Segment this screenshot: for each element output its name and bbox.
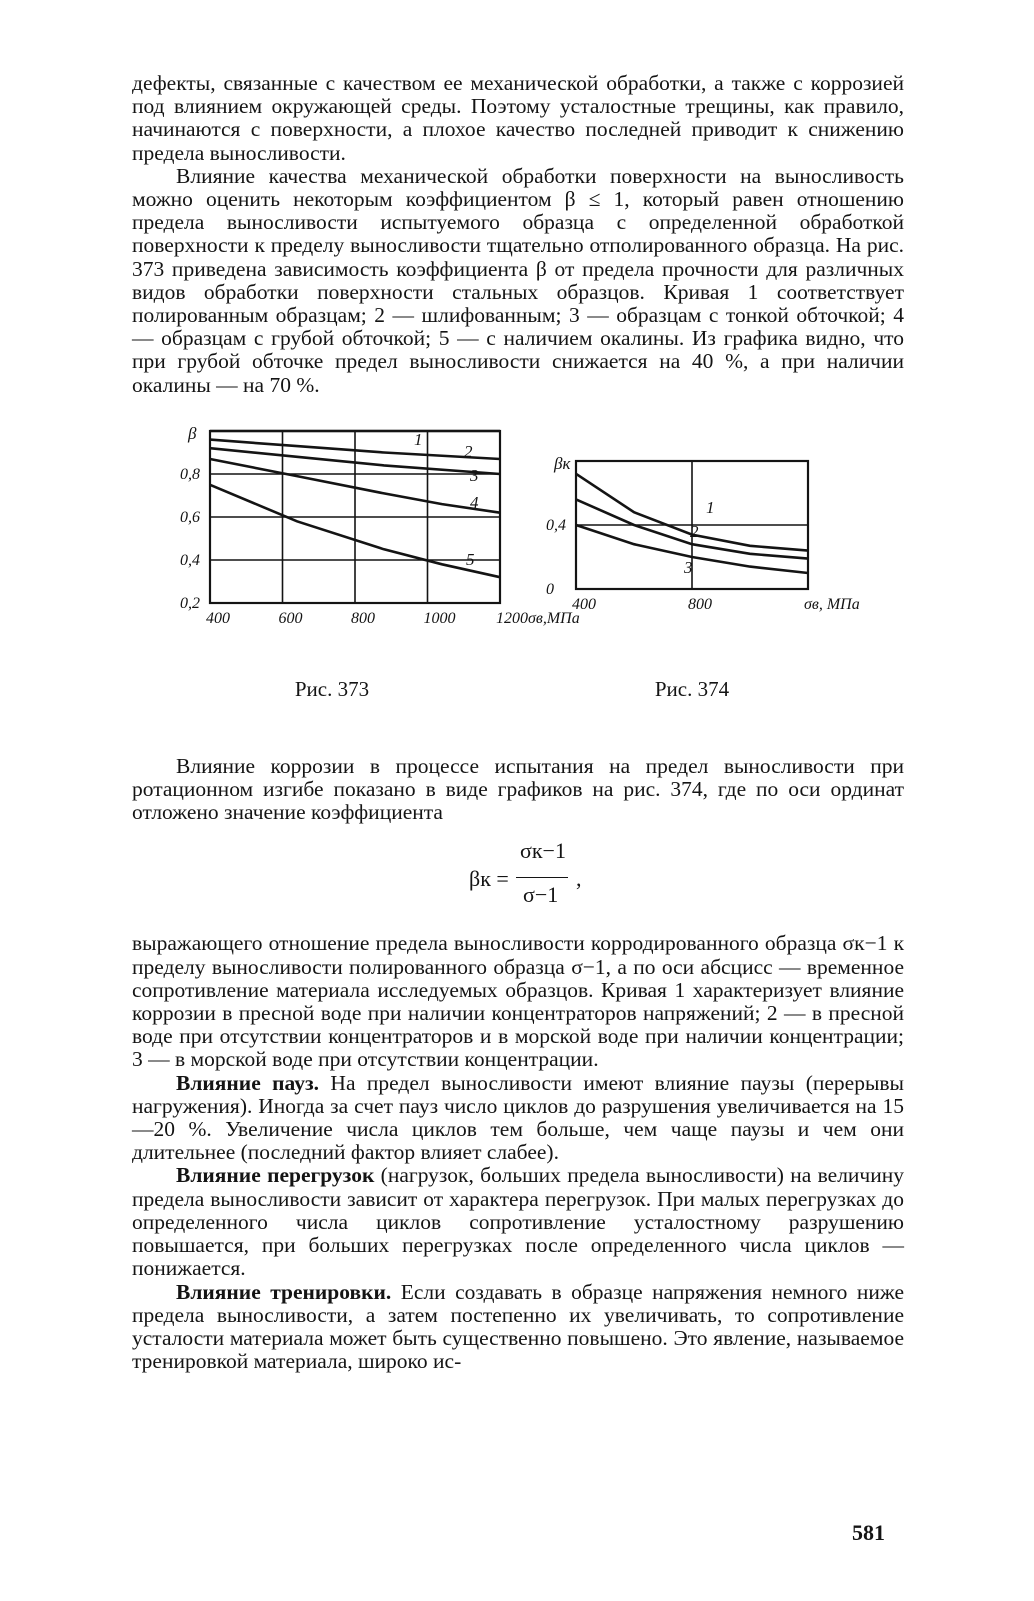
- x-tick-label: σв, МПа: [804, 595, 860, 613]
- x-tick-label: 1200σв,МПа: [496, 609, 580, 627]
- x-tick-label: 1000: [423, 609, 456, 627]
- x-tick-label: 800: [688, 595, 712, 613]
- page-body: [132, 72, 904, 1373]
- paragraph-3: Влияние коррозии в процессе испытания на предел выносливости при ротационном изгибе показано в виде графиков на рис. 374, где по оси ординат отложено значение коэффициента: [132, 753, 904, 825]
- series-label-2: 2: [690, 521, 699, 541]
- paragraph-6: Влияние перегрузок (нагрузок, больших предела выносливости) на величину предела выносливости зависит от характера перегрузок. При малых перегрузках до определенного числа циклов сопротивление усталостному разрушению повышается, при больших перегрузках после определенного числа циклов — понижается.: [132, 1163, 904, 1281]
- chart-374: [546, 453, 860, 643]
- symbol-sigma-k: σк−1: [842, 931, 888, 956]
- heading-training: Влияние тренировки.: [176, 1279, 392, 1304]
- formula-denominator: σ−1: [523, 882, 559, 908]
- y-tick-label: 0: [546, 580, 554, 598]
- paragraph-1: дефекты, связанные с качеством ее механической обработки, а также с коррозией под влиянием окружающей среды. Поэтому усталостные трещины, как правило, начинаются с поверхности, а плохое качество последней приводит к снижению предела выносливости.: [132, 71, 904, 165]
- y-tick-label: 0,4: [180, 551, 200, 569]
- series-label-1: 1: [414, 429, 423, 449]
- paragraph-5: Влияние пауз. На предел выносливости имеют влияние паузы (перерывы нагружения). Иногда за счет пауз число циклов до разрушения увеличивается на 15—20 %. Увеличение числа циклов тем больше, чем чаще паузы и чем они длительнее (последний фактор влияет слабее).: [132, 1070, 904, 1165]
- series-label-4: 4: [470, 492, 479, 512]
- y-axis-label: β: [188, 423, 197, 443]
- series-label-1: 1: [706, 497, 715, 517]
- fraction-bar: [516, 877, 568, 878]
- paragraph-7: Влияние тренировки. Если создавать в образце напряжения немного ниже предела выносливости, а затем постепенно их увеличивать, то сопротивление усталости материала может быть существенно повышено. Это явление, называемое тренировкой материала, широко ис-: [132, 1279, 905, 1374]
- y-tick-label: 0,4: [546, 516, 566, 534]
- symbol-sigma: σ−1: [571, 954, 606, 979]
- series-label-2: 2: [464, 441, 473, 461]
- heading-pauses: Влияние пауз.: [176, 1070, 319, 1095]
- x-tick-label: 400: [206, 609, 230, 627]
- series-label-3: 3: [470, 465, 479, 485]
- page-number: 581: [852, 1520, 885, 1545]
- y-axis-label: βк: [554, 453, 571, 473]
- y-tick-label: 0,8: [180, 465, 200, 483]
- paragraph-4: выражающего отношение предела выносливости корродированного образца σк−1 к пределу выносливости полированного образца σ−1, а по оси абсцисс — временное сопротивление материала исследуемых образцов. Кривая 1 характеризует влияние коррозии в пресной воде при наличии концентраторов напряжений; 2 — в пресной воде при отсутствии концентраторов и в морской воде при наличии концентрации; 3 — в морской воде при отсутствии концентрации.: [132, 931, 905, 1072]
- x-tick-label: 400: [572, 595, 596, 613]
- caption-373: Рис. 373: [294, 676, 370, 701]
- formula-lhs: βк =: [469, 866, 509, 892]
- x-tick-label: 800: [351, 609, 375, 627]
- y-tick-label: 0,6: [180, 508, 200, 526]
- paragraph-2: Влияние качества механической обработки поверхности на выносливость можно оценить некоторым коэффициентом β ≤ 1, который равен отношению предела выносливости испытуемого образца с определенной обработкой поверхности к пределу выносливости тщательно отполированного образца. На рис. 373 приведена зависимость коэффициента β от предела прочности для различных видов обработки поверхности стальных образцов. Кривая 1 соответствует полированным образцам; 2 — шлифованным; 3 — образцам с тонкой обточкой; 4 — образцам с грубой обточкой; 5 — с наличием окалины. Из графика видно, что при грубой обточке предел выносливости снижается на 40 %, а при наличии окалины — на 70 %.: [132, 163, 904, 397]
- heading-overloads: Влияние перегрузок: [176, 1163, 375, 1188]
- series-label-3: 3: [684, 557, 693, 577]
- series-label-5: 5: [466, 549, 475, 569]
- figures-row: [132, 423, 904, 741]
- formula-numerator: σк−1: [520, 838, 566, 864]
- figure-374: [546, 453, 860, 643]
- caption-374: Рис. 374: [654, 676, 730, 701]
- x-tick-label: 600: [278, 609, 303, 627]
- formula-beta-k: βк = σк−1 σ−1 ,: [469, 838, 582, 908]
- y-tick-label: 0,2: [180, 594, 200, 612]
